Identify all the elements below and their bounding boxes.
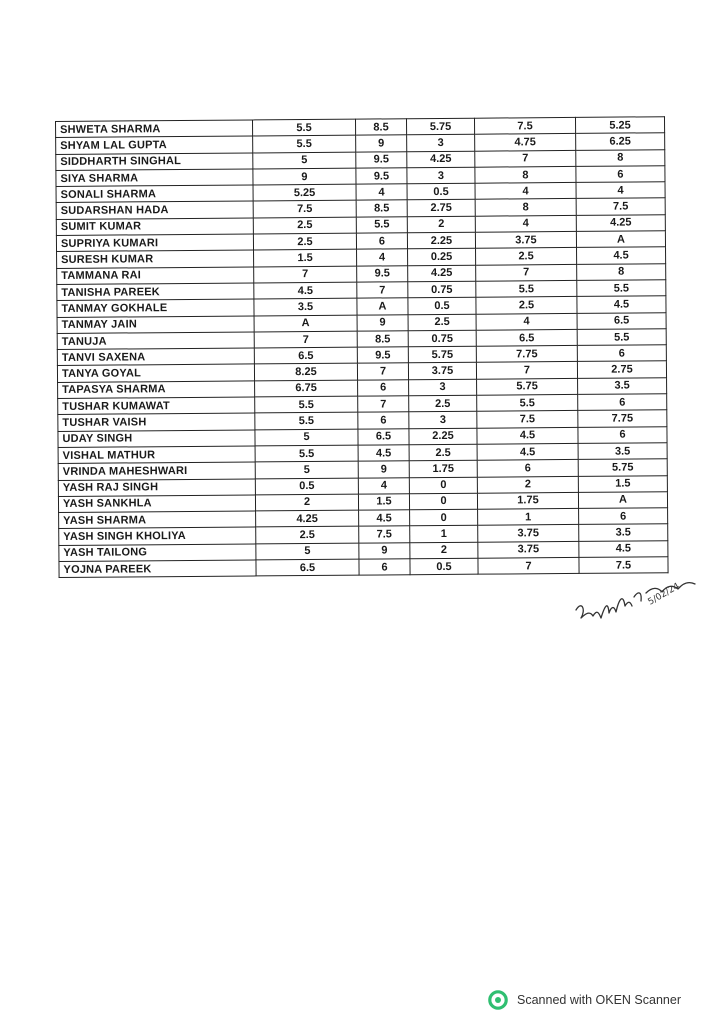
student-name-cell: SHYAM LAL GUPTA	[56, 136, 253, 154]
mark-cell-5: 1.5	[578, 475, 667, 492]
mark-cell-5: 4.5	[577, 247, 666, 264]
mark-cell-4: 7.5	[477, 411, 578, 428]
mark-cell-5: 3.5	[579, 524, 668, 541]
mark-cell-2: 7	[357, 282, 408, 299]
mark-cell-3: 3.75	[408, 363, 476, 380]
student-name-cell: VISHAL MATHUR	[58, 446, 255, 464]
mark-cell-4: 4.5	[477, 443, 578, 460]
scanner-watermark-text: Scanned with OKEN Scanner	[517, 993, 681, 1007]
mark-cell-1: 5	[255, 429, 358, 446]
student-name-cell: TANUJA	[57, 332, 254, 350]
mark-cell-3: 0	[410, 509, 478, 526]
mark-cell-1: 3.5	[254, 298, 357, 315]
mark-cell-4: 3.75	[478, 541, 579, 558]
mark-cell-4: 4.75	[475, 134, 576, 151]
mark-cell-5: 5.5	[577, 280, 666, 297]
mark-cell-2: 7.5	[359, 526, 410, 543]
student-name-cell: YASH RAJ SINGH	[58, 478, 255, 496]
mark-cell-3: 0.5	[408, 297, 476, 314]
student-name-cell: SHWETA SHARMA	[56, 120, 253, 138]
mark-cell-2: 9.5	[356, 151, 407, 168]
mark-cell-2: 1.5	[358, 494, 409, 511]
mark-cell-4: 7.75	[476, 346, 577, 363]
mark-cell-5: 6	[576, 166, 665, 183]
mark-cell-3: 1	[410, 526, 478, 543]
marks-table-body	[56, 117, 669, 578]
mark-cell-4: 5.75	[477, 378, 578, 395]
mark-cell-4: 7.5	[474, 117, 575, 134]
mark-cell-1: 5.5	[255, 396, 358, 413]
mark-cell-5: 6	[577, 345, 666, 362]
mark-cell-1: 6.5	[254, 347, 357, 364]
student-name-cell: YASH SANKHLA	[58, 495, 255, 513]
mark-cell-3: 2.25	[409, 428, 477, 445]
mark-cell-5: 7.75	[578, 410, 667, 427]
mark-cell-2: 9	[358, 461, 409, 478]
mark-cell-3: 0.5	[407, 183, 475, 200]
mark-cell-5: 2.75	[577, 361, 666, 378]
mark-cell-1: 2.5	[253, 217, 356, 234]
mark-cell-3: 0	[409, 493, 477, 510]
mark-cell-2: 5.5	[356, 217, 407, 234]
mark-cell-1: 5.5	[255, 445, 358, 462]
mark-cell-2: 6.5	[358, 428, 409, 445]
mark-cell-1: 6.5	[256, 559, 359, 576]
mark-cell-3: 2.5	[409, 395, 477, 412]
mark-cell-1: 7	[254, 331, 357, 348]
mark-cell-4: 6	[477, 460, 578, 477]
mark-cell-2: 8.5	[357, 331, 408, 348]
mark-cell-3: 2.5	[409, 444, 477, 461]
student-name-cell: TAMMANA RAI	[57, 267, 254, 285]
student-name-cell: TUSHAR VAISH	[58, 413, 255, 431]
mark-cell-5: 7.5	[579, 557, 668, 574]
mark-cell-5: 6.5	[577, 312, 666, 329]
mark-cell-2: 9.5	[356, 168, 407, 185]
mark-cell-4: 4.5	[477, 427, 578, 444]
mark-cell-5: 8	[576, 149, 665, 166]
student-name-cell: UDAY SINGH	[58, 430, 255, 448]
mark-cell-2: 6	[358, 412, 409, 429]
mark-cell-3: 4.25	[407, 151, 475, 168]
mark-cell-2: 6	[356, 233, 407, 250]
mark-cell-4: 3.75	[478, 525, 579, 542]
student-name-cell: VRINDA MAHESHWARI	[58, 462, 255, 480]
mark-cell-3: 2.75	[407, 200, 475, 217]
mark-cell-4: 6.5	[476, 329, 577, 346]
mark-cell-3: 0.75	[408, 281, 476, 298]
student-name-cell: SUMIT KUMAR	[56, 218, 253, 236]
mark-cell-3: 2.25	[407, 232, 475, 249]
mark-cell-3: 0.75	[408, 330, 476, 347]
mark-cell-3: 3	[407, 135, 475, 152]
mark-cell-2: 9.5	[357, 347, 408, 364]
mark-cell-4: 7	[476, 264, 577, 281]
student-name-cell: YOJNA PAREEK	[59, 560, 256, 578]
mark-cell-4: 8	[475, 166, 576, 183]
mark-cell-2: 6	[358, 379, 409, 396]
mark-cell-1: 2.5	[256, 527, 359, 544]
mark-cell-1: 5	[253, 152, 356, 169]
signature-date: 5/02/24	[646, 581, 682, 608]
mark-cell-4: 1	[478, 509, 579, 526]
student-name-cell: SIDDHARTH SINGHAL	[56, 153, 253, 171]
handwritten-signature	[572, 566, 702, 632]
mark-cell-5: A	[578, 492, 667, 509]
mark-cell-2: 9	[356, 135, 407, 152]
mark-cell-4: 4	[475, 215, 576, 232]
mark-cell-5: 5.25	[575, 117, 664, 134]
mark-cell-4: 2.5	[476, 248, 577, 265]
mark-cell-5: 6.25	[576, 133, 665, 150]
mark-cell-3: 4.25	[408, 265, 476, 282]
mark-cell-3: 1.75	[409, 460, 477, 477]
mark-cell-5: 8	[577, 263, 666, 280]
mark-cell-2: 8.5	[356, 200, 407, 217]
mark-cell-1: 4.5	[254, 282, 357, 299]
mark-cell-3: 5.75	[406, 118, 474, 135]
mark-cell-3: 2.5	[408, 314, 476, 331]
mark-cell-5: A	[576, 231, 665, 248]
mark-cell-5: 6	[578, 426, 667, 443]
student-name-cell: TANISHA PAREEK	[57, 283, 254, 301]
mark-cell-3: 2	[407, 216, 475, 233]
student-name-cell: SUDARSHAN HADA	[56, 201, 253, 219]
student-name-cell: TANYA GOYAL	[57, 364, 254, 382]
mark-cell-1: 5.5	[252, 119, 355, 136]
mark-cell-5: 3.5	[578, 377, 667, 394]
mark-cell-5: 3.5	[578, 443, 667, 460]
mark-cell-1: 7	[254, 266, 357, 283]
student-name-cell: SONALI SHARMA	[56, 185, 253, 203]
student-name-cell: SUPRIYA KUMARI	[56, 234, 253, 252]
student-name-cell: YASH SINGH KHOLIYA	[59, 527, 256, 545]
mark-cell-3: 3	[407, 167, 475, 184]
mark-cell-2: A	[357, 298, 408, 315]
mark-cell-4: 1.75	[477, 492, 578, 509]
student-name-cell: TANMAY GOKHALE	[57, 299, 254, 317]
mark-cell-2: 7	[357, 363, 408, 380]
mark-cell-5: 5.75	[578, 459, 667, 476]
mark-cell-1: 8.25	[254, 364, 357, 381]
mark-cell-3: 3	[409, 379, 477, 396]
mark-cell-5: 4	[576, 182, 665, 199]
mark-cell-4: 4	[476, 313, 577, 330]
mark-cell-1: 2	[255, 494, 358, 511]
mark-cell-2: 9	[357, 314, 408, 331]
mark-cell-1: 5	[256, 543, 359, 560]
mark-cell-5: 4.25	[576, 214, 665, 231]
mark-cell-4: 3.75	[475, 231, 576, 248]
mark-cell-1: 6.75	[255, 380, 358, 397]
scanner-watermark	[487, 990, 681, 1010]
mark-cell-5: 6	[578, 394, 667, 411]
mark-cell-4: 7	[475, 150, 576, 167]
mark-cell-3: 2	[410, 542, 478, 559]
mark-cell-4: 2.5	[476, 297, 577, 314]
mark-cell-3: 0	[409, 477, 477, 494]
mark-cell-1: 7.5	[253, 201, 356, 218]
mark-cell-1: 4.25	[256, 510, 359, 527]
student-name-cell: SIYA SHARMA	[56, 169, 253, 187]
mark-cell-4: 5.5	[477, 394, 578, 411]
mark-cell-4: 2	[477, 476, 578, 493]
student-name-cell: TANMAY JAIN	[57, 316, 254, 334]
mark-cell-1: 5	[255, 461, 358, 478]
mark-cell-5: 4.5	[579, 540, 668, 557]
mark-cell-1: 1.5	[254, 250, 357, 267]
mark-cell-4: 7	[476, 362, 577, 379]
mark-cell-4: 8	[475, 199, 576, 216]
mark-cell-2: 6	[359, 559, 410, 576]
mark-cell-1: 5.5	[255, 412, 358, 429]
mark-cell-2: 4.5	[358, 445, 409, 462]
marks-table	[55, 116, 669, 578]
mark-cell-2: 4.5	[359, 510, 410, 527]
mark-cell-1: 9	[253, 168, 356, 185]
mark-cell-3: 0.5	[410, 558, 478, 575]
student-name-cell: SURESH KUMAR	[57, 250, 254, 268]
student-name-cell: YASH TAILONG	[59, 544, 256, 562]
mark-cell-5: 6	[579, 508, 668, 525]
mark-cell-3: 5.75	[408, 346, 476, 363]
mark-cell-4: 5.5	[476, 280, 577, 297]
mark-cell-2: 4	[356, 184, 407, 201]
mark-cell-1: 5.25	[253, 184, 356, 201]
mark-cell-1: 5.5	[253, 135, 356, 152]
mark-cell-4: 4	[475, 183, 576, 200]
mark-cell-1: 2.5	[253, 233, 356, 250]
oken-scanner-logo-icon	[487, 989, 509, 1011]
mark-cell-5: 7.5	[576, 198, 665, 215]
mark-cell-2: 9	[359, 542, 410, 559]
mark-cell-4: 7	[478, 557, 579, 574]
mark-cell-1: A	[254, 315, 357, 332]
student-name-cell: TANVI SAXENA	[57, 348, 254, 366]
mark-cell-3: 3	[409, 412, 477, 429]
mark-cell-2: 7	[358, 396, 409, 413]
student-name-cell: TAPASYA SHARMA	[58, 381, 255, 399]
mark-cell-2: 4	[358, 477, 409, 494]
mark-cell-1: 0.5	[255, 478, 358, 495]
mark-cell-2: 8.5	[355, 119, 406, 136]
student-name-cell: YASH SHARMA	[59, 511, 256, 529]
mark-cell-2: 9.5	[357, 265, 408, 282]
student-name-cell: TUSHAR KUMAWAT	[58, 397, 255, 415]
mark-cell-5: 4.5	[577, 296, 666, 313]
mark-cell-2: 4	[357, 249, 408, 266]
mark-cell-5: 5.5	[577, 329, 666, 346]
mark-cell-3: 0.25	[408, 249, 476, 266]
